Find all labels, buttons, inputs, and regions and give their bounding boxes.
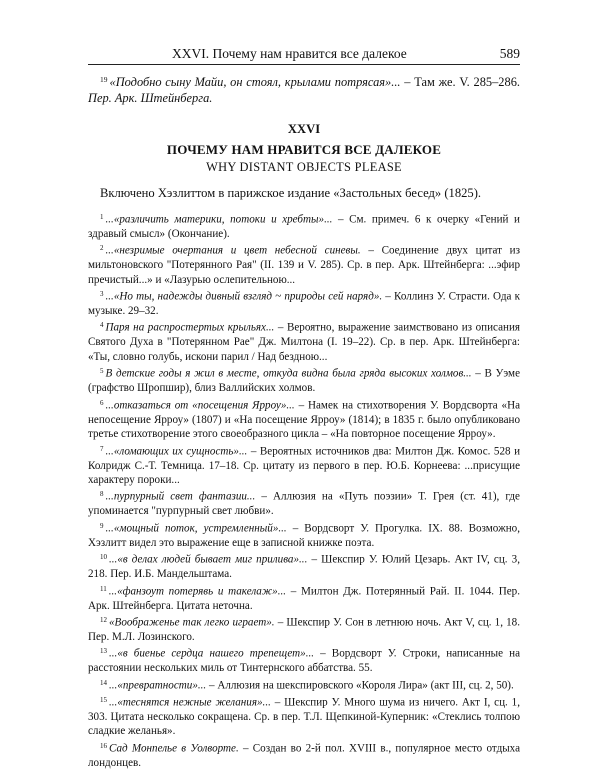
note-text: – В Уэме (графство Шропшир), близ Валлийских холмов. — [88, 367, 520, 395]
note-quote: ...«ломающих их сущность»... — [105, 445, 248, 458]
note-text: – Соединение двух цитат из мильтоновского "Потерянного Рая" (II. 139 и V. 285). Ср. в пер. Арк. Штейнберга: ...эфир пречистый...» и «Лазурью ослепительною... — [88, 244, 520, 286]
note-number: 16 — [100, 741, 107, 750]
note-number: 6 — [100, 398, 104, 407]
note-3 — [88, 287, 520, 318]
note-4 — [88, 318, 520, 364]
note-number: 14 — [100, 678, 107, 687]
note-quote: В детские годы я жил в месте, откуда видна была гряда высоких холмов... — [105, 367, 472, 380]
note-text: – Аллюзия на «Путь поэзии» Т. Грея (ст. 41), где упоминается "пурпурный свет любви». — [88, 490, 520, 518]
note-text: – Там же. V. 285–286. — [400, 75, 520, 89]
chapter-intro: Включено Хэзлиттом в парижское издание «Застольных бесед» (1825). — [100, 186, 482, 201]
running-header — [88, 44, 520, 65]
note-quote: ...пурпурный свет фантазии... — [105, 490, 256, 503]
chapter-number: XXVI — [287, 121, 321, 136]
note-number: 7 — [100, 444, 104, 453]
note-quote: Сад Монпелье в Уолворте. — [109, 742, 239, 755]
note-text: – Вероятно, выражение заимствовано из описания Святого Духа в "Потерянном Рае" Дж. Милтона (I. 19–22). Ср. в пер. Арк. Штейнберга: «Ты, словно голубь, искони парил / Над бездною... — [88, 321, 520, 363]
note-1 — [88, 210, 520, 241]
note-number: 4 — [100, 321, 104, 330]
note-16 — [88, 739, 520, 770]
note-quote: ...«мощный поток, устремленный»... — [105, 522, 287, 535]
note-number: 13 — [100, 647, 107, 656]
note-number: 15 — [100, 695, 107, 704]
note-10 — [88, 550, 520, 581]
note-text: – Вордсворт У. Строки, написанные на расстоянии нескольких миль от Тинтернского аббатства. 55. — [88, 647, 520, 675]
note-quote: ...«Но ты, надежды дивный взгляд ~ природы сей наряд». — [105, 290, 383, 303]
note-2 — [88, 241, 520, 287]
note-number: 8 — [100, 490, 104, 499]
note-quote: «Воображенье так легко играет». — [109, 616, 275, 629]
note-quote: ...«теснятся нежные желания»... — [109, 696, 271, 709]
note-text: – Вордсворт У. Прогулка. IX. 88. Возможно, Хэзлитт видел это выражение еще в записной книжке поэта. — [88, 522, 520, 549]
note-quote: Паря на распростертых крыльях... — [105, 321, 275, 334]
note-14 — [88, 676, 520, 693]
note-number: 12 — [100, 616, 107, 625]
note-quote: ...«фанзоут потерявь и такелаж»... — [108, 585, 287, 598]
note-quote: ...отказаться от «посещения Ярроу»... — [105, 399, 295, 412]
note-number: 10 — [100, 553, 107, 562]
note-text: – Коллинз У. Страсти. Ода к музыке. 29–32. — [88, 290, 520, 317]
note-quote: ...«превратности»... — [109, 679, 207, 692]
running-title: XXVI. Почему нам нравится все далекое — [172, 46, 407, 61]
note-text: – Шекспир У. Сон в летнюю ночь. Акт V, сц. 1, 18. Пер. М.Л. Лозинского. — [88, 616, 520, 644]
chapter-title-english: WHY DISTANT OBJECTS PLEASE — [206, 160, 402, 175]
note-number: 3 — [100, 290, 104, 299]
note-number: 2 — [100, 244, 104, 253]
page-body — [88, 72, 520, 770]
note-11 — [88, 582, 520, 613]
note-text: – Намек на стихотворения У. Вордсворта «На непосещение Ярроу» (1807) и «На посещение Ярроу» (1814); в 1835 г. было опубликовано третье стихотворение этого своеобразного цикла – «На повторное посещение Ярроу». — [88, 399, 521, 441]
note-quote: ...«в делах людей бывает миг прилива»... — [109, 553, 308, 566]
notes-list — [88, 210, 520, 770]
note-number: 9 — [100, 521, 104, 530]
note-number: 1 — [100, 212, 104, 221]
note-6 — [88, 396, 520, 442]
note-text: – Аллюзия на шекспировского «Короля Лира» (акт III, сц. 2, 50). — [206, 679, 514, 692]
prev-chapter-note — [88, 72, 520, 107]
note-quote: ...«незримые очертания и цвет небесной синевы. — [105, 244, 361, 257]
note-7 — [88, 442, 520, 488]
note-quote: «Подобно сыну Майи, он стоял, крылами потрясая»... — [109, 75, 401, 89]
note-8 — [88, 487, 520, 518]
note-5 — [88, 364, 520, 395]
note-text: – См. примеч. 6 к очерку «Гений и здравый смысл» (Окончание). — [88, 213, 520, 240]
note-translator: Пер. Арк. Штейнберга. — [88, 91, 213, 106]
note-text: – Шекспир У. Много шума из ничего. Акт I, сц. 1, 303. Цитата несколько сокращена. Ср. в пер. Т.Л. Щепкиной-Куперник: «Стеклись толпою сладкие желанья». — [88, 696, 520, 738]
note-12 — [88, 613, 520, 644]
note-9 — [88, 519, 520, 550]
note-text: – Милтон Дж. Потерянный Рай. II. 1044. Пер. Арк. Штейнберга. Цитата неточна. — [88, 585, 520, 612]
note-text: – Шекспир У. Юлий Цезарь. Акт IV, сц. 3, 218. Пер. И.Б. Мандельштама. — [88, 553, 520, 581]
note-quote: ...«в биенье сердца нашего трепещет»... — [109, 647, 315, 660]
note-number: 11 — [100, 584, 107, 593]
note-number: 19 — [100, 75, 108, 84]
note-text: – Создан во 2-й пол. XVIII в., популярное место отдыха лондонцев. — [88, 742, 520, 769]
note-13 — [88, 644, 520, 675]
note-number: 5 — [100, 367, 104, 376]
note-text: – Вероятных источников два: Милтон Дж. Комос. 528 и Колридж С.-Т. Темница. 17–18. Ср. цитату из первого в пер. Ю.Б. Корнеева: ...присущие характеру пороки... — [88, 445, 521, 486]
note-quote: ...«различить материки, потоки и хребты»... — [105, 213, 333, 226]
note-15 — [88, 693, 520, 739]
page-number: 589 — [499, 46, 520, 61]
chapter-title: ПОЧЕМУ НАМ НРАВИТСЯ ВСЕ ДАЛЕКОЕ — [166, 141, 442, 157]
